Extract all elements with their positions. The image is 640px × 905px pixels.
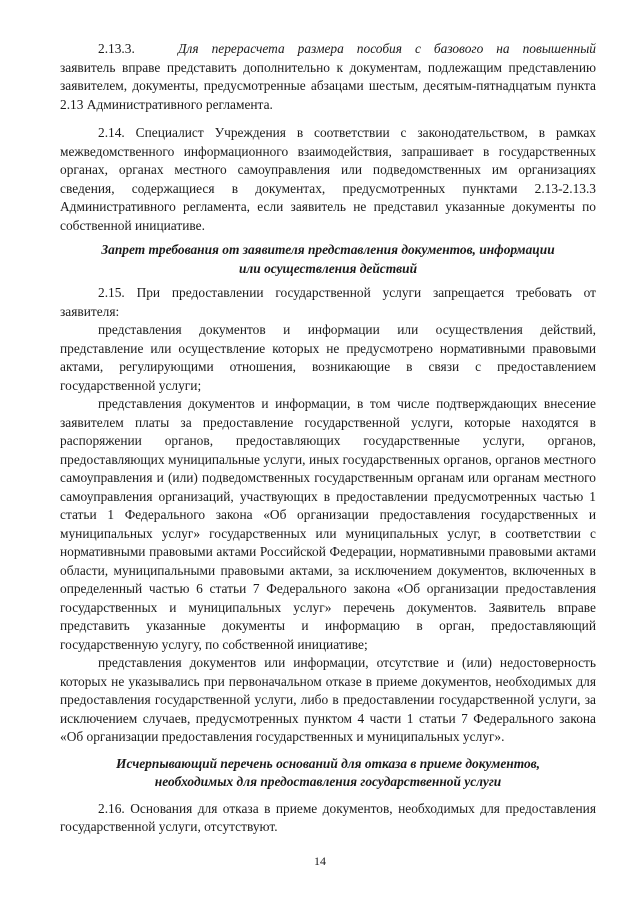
paragraph-2-16: 2.16. Основания для отказа в приеме документов, необходимых для предоставления государственной услуги, отсутствуют.: [60, 800, 596, 834]
page-number: 14: [314, 854, 326, 868]
clause-lead-italic: Для перерасчета размера пособия с базового на повышенный: [178, 41, 596, 56]
paragraph-item-2: представления документов и информации, в том числе подтверждающих внесение заявителем платы за предоставление государственной услуги, которые находятся в распоряжении органов, предоставляющих государственные услуги, органов, предоставляющих муниципальные услуги, иных государственных органов, органов местного самоуправления и (или) подведомственных государственным органам или органам местного самоуправления организаций, участвующих в предоставлении предусмотренных частью 1 статьи 1 Федерального закона «Об организации предоставления государственных и муниципальных услуг» государственных или муниципальных услуг, в соответствии с нормативными правовыми актами Российской Федерации, нормативными правовыми актами области, муниципальными правовыми актами, за исключением документов, включенных в определенный частью 6 статьи 7 Федерального закона «Об организации предоставления государственных и муниципальных услуг» перечень документов. Заявитель вправе представить указанные документы и информацию в орган, предоставляющий государственную услугу, по собственной инициативе;: [60, 396, 596, 652]
paragraph-2-14: 2.14. Специалист Учреждения в соответствии с законодательством, в рамках межведомственного информационного взаимодействия, запрашивает в государственных органах, органах местного самоуправления или подведомственных им организациях сведения, содержащиеся в документах, предусмотренных пунктами 2.13-2.13.3 Административного регламента, если заявитель не представил указанные документы по собственной инициативе.: [60, 125, 596, 233]
heading-line-1: Исчерпывающий перечень оснований для отказа в приеме документов,: [116, 755, 540, 771]
document-page: [60, 40, 596, 837]
paragraph-2-13-3-first-line: [60, 40, 596, 59]
paragraph-2-13-3-body: заявитель вправе представить дополнительно к документам, подлежащим представлению заявителем, документы, предусмотренные абзацами шестым, десятым-пятнадцатым пункта 2.13 Административного регламента.: [60, 59, 596, 112]
paragraph-item-1: представления документов и информации или осуществления действий, представление или осуществление которых не предусмотрено нормативными правовыми актами, регулирующими отношения, возникающие в связи с предоставлением государственной услуги;: [60, 322, 596, 393]
heading-line-2: необходимых для предоставления государственной услуги: [154, 774, 502, 789]
section-heading-refusal-grounds: [60, 755, 596, 792]
heading-line-1: Запрет требования от заявителя представления документов, информации: [101, 242, 555, 257]
clause-number: 2.13.3.: [98, 41, 135, 56]
section-heading-prohibition: [60, 241, 596, 278]
paragraph-2-15: 2.15. При предоставлении государственной услуги запрещается требовать от заявителя:: [60, 285, 596, 319]
paragraph-item-3: представления документов или информации, отсутствие и (или) недостоверность которых не указывались при первоначальном отказе в приеме документов, необходимых для предоставления государственной услуги, либо в предоставлении государственной услуги, за исключением случаев, предусмотренных пунктом 4 части 1 статьи 7 Федерального закона «Об организации предоставления государственных и муниципальных услуг».: [60, 655, 596, 744]
heading-line-2: или осуществления действий: [238, 260, 418, 276]
